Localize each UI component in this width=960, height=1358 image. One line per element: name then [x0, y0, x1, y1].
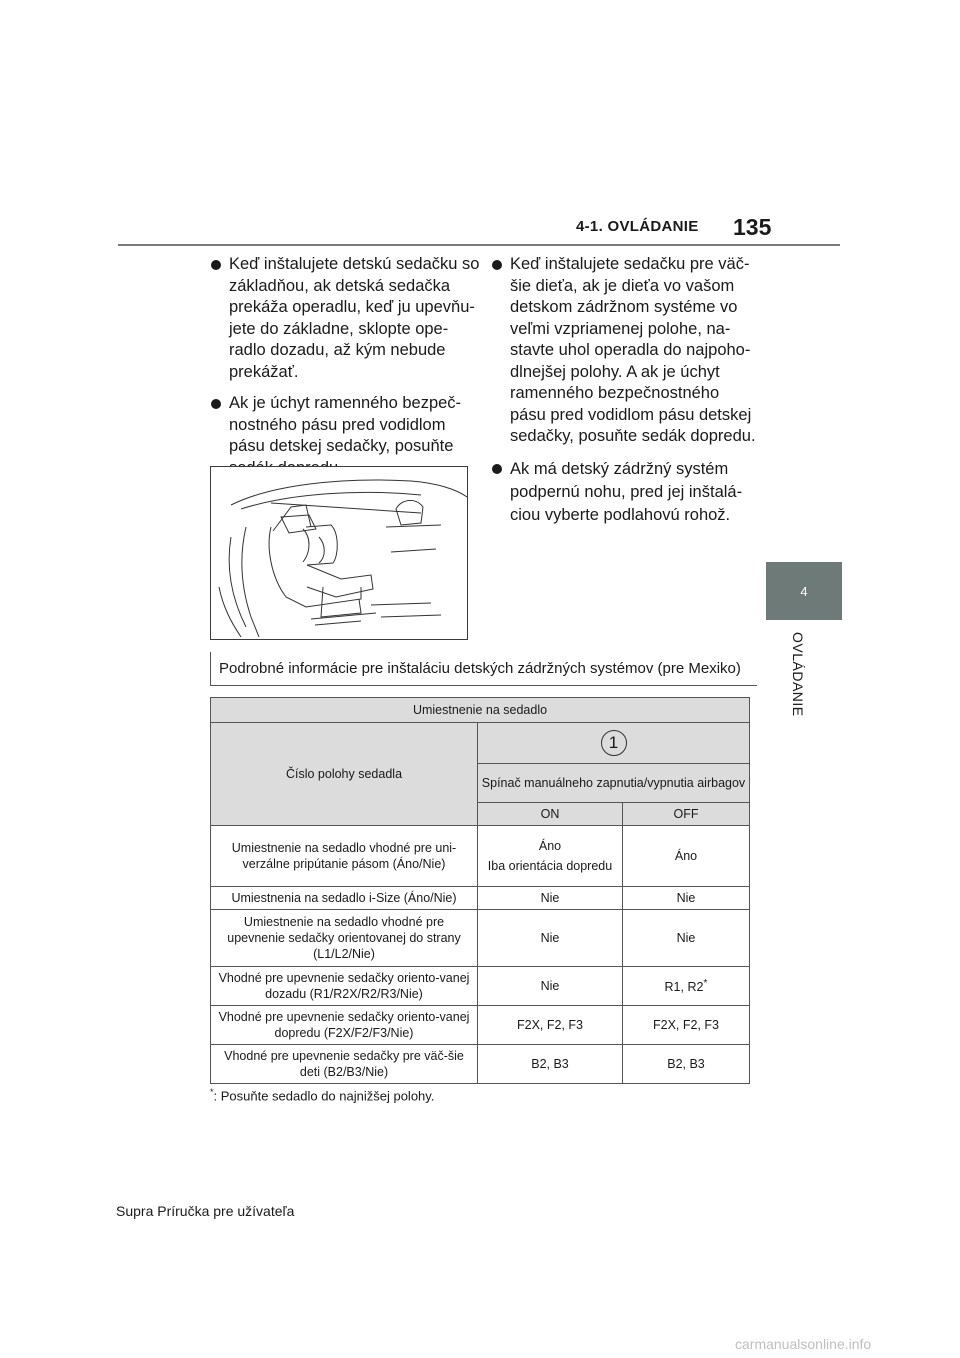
info-heading: Podrobné informácie pre inštaláciu detských zádržných systémov (pre Mexiko)	[210, 652, 757, 686]
bullet-icon	[211, 260, 221, 270]
bullet-icon	[492, 260, 502, 270]
table-row	[211, 826, 750, 887]
column-off: OFF	[623, 803, 750, 826]
footnote-mark: *	[703, 978, 708, 990]
header-divider	[118, 244, 840, 246]
child-seat-illustration	[210, 466, 468, 640]
row-on-cell	[478, 826, 623, 887]
right-column	[492, 254, 758, 537]
seat-position-table	[210, 697, 750, 1084]
bullet-item	[211, 254, 483, 383]
footnote	[210, 1087, 434, 1103]
table-row	[211, 1045, 750, 1084]
position-number: 1	[608, 733, 619, 752]
table-row	[211, 910, 750, 967]
row-label: Vhodné pre upevnenie sedačky oriento-vanej dopredu (F2X/F2/F3/Nie)	[211, 1006, 478, 1045]
section-title: 4-1. OVLÁDANIE	[576, 218, 699, 235]
row-off-value: Nie	[623, 910, 750, 967]
row-off-value: F2X, F2, F3	[623, 1006, 750, 1045]
page-number: 135	[733, 214, 772, 240]
table-row	[211, 698, 750, 723]
bullet-item	[492, 254, 758, 448]
row-label: Umiestnenie na sedadlo vhodné pre uni-verzálne pripútanie pásom (Áno/Nie)	[211, 826, 478, 887]
row-off-value: Áno	[623, 826, 750, 887]
chapter-number: 4	[800, 583, 808, 599]
footnote-text: : Posuňte sedadlo do najnižšej polohy.	[213, 1088, 435, 1104]
left-column	[211, 254, 483, 489]
position-cell	[478, 723, 750, 764]
row-off-value: B2, B3	[623, 1045, 750, 1084]
watermark: carmanualsonline.info	[735, 1336, 872, 1352]
bullet-icon	[492, 464, 502, 474]
row-label: Umiestnenia na sedadlo i-Size (Áno/Nie)	[211, 887, 478, 910]
car-seat-drawing-icon	[211, 467, 467, 639]
bullet-text: Ak má detský zádržný systém podpernú nohu, pred jej inštalá-ciou vyberte podlahovú rohož.	[510, 459, 743, 524]
row-header-label: Číslo polohy sedadla	[211, 723, 478, 826]
bullet-text: Ak je úchyt ramenného bezpeč-nostného pásu pred vodidlom pásu detskej sedačky, posuňte	[229, 394, 462, 455]
position-number-circle-icon	[601, 730, 627, 756]
row-label: Vhodné pre upevnenie sedačky oriento-vanej dozadu (R1/R2X/R2/R3/Nie)	[211, 967, 478, 1006]
table-title: Umiestnenie na sedadlo	[211, 698, 750, 723]
chapter-tab	[766, 562, 842, 620]
table-row	[211, 1006, 750, 1045]
airbag-switch-label: Spínač manuálneho zapnutia/vypnutia airbagov	[478, 764, 750, 803]
row-on-value: B2, B3	[478, 1045, 623, 1084]
bullet-text: Keď inštalujete sedačku pre väč-šie dieťa, ak je dieťa vo vašom detskom zádržnom systéme vo veľmi vzpriamenej polohe, na-stavte uhol operadla do najpoho-dlnejšej polohy. A ak je úchyt ramenného bezpečnostného pásu pred vodidlom pásu detskej sedačky, posuňte sedák dopredu.	[510, 255, 756, 445]
bullet-item	[492, 458, 758, 527]
row-on-value: F2X, F2, F3	[478, 1006, 623, 1045]
table-row	[211, 967, 750, 1006]
row-label: Umiestnenie na sedadlo vhodné pre upevnenie sedačky orientovanej do strany (L1/L2/Nie)	[211, 910, 478, 967]
row-on-value: Áno	[538, 839, 562, 853]
row-label: Vhodné pre upevnenie sedačky pre väč-šie deti (B2/B3/Nie)	[211, 1045, 478, 1084]
bullet-text: Keď inštalujete detskú sedačku so základňou, ak detská sedačka prekáža operadlu, keď ju upevňu-jete do základne, sklopte ope-radlo dozadu, až kým nebude prekážať.	[229, 255, 480, 381]
footnote-mark: *	[210, 1087, 214, 1097]
row-on-value: Nie	[478, 910, 623, 967]
table-row	[211, 887, 750, 910]
row-on-value: Nie	[478, 967, 623, 1006]
bullet-icon	[211, 399, 221, 409]
chapter-label: OVLÁDANIE	[790, 632, 806, 717]
row-on-note: Iba orientácia dopredu	[487, 859, 613, 873]
footer-text: Supra Príručka pre užívateľa	[116, 1203, 295, 1219]
column-on: ON	[478, 803, 623, 826]
row-off-cell	[623, 967, 750, 1006]
row-off-value: R1, R2	[664, 980, 704, 995]
table-row	[211, 723, 750, 764]
row-on-value: Nie	[478, 887, 623, 910]
row-off-value: Nie	[623, 887, 750, 910]
